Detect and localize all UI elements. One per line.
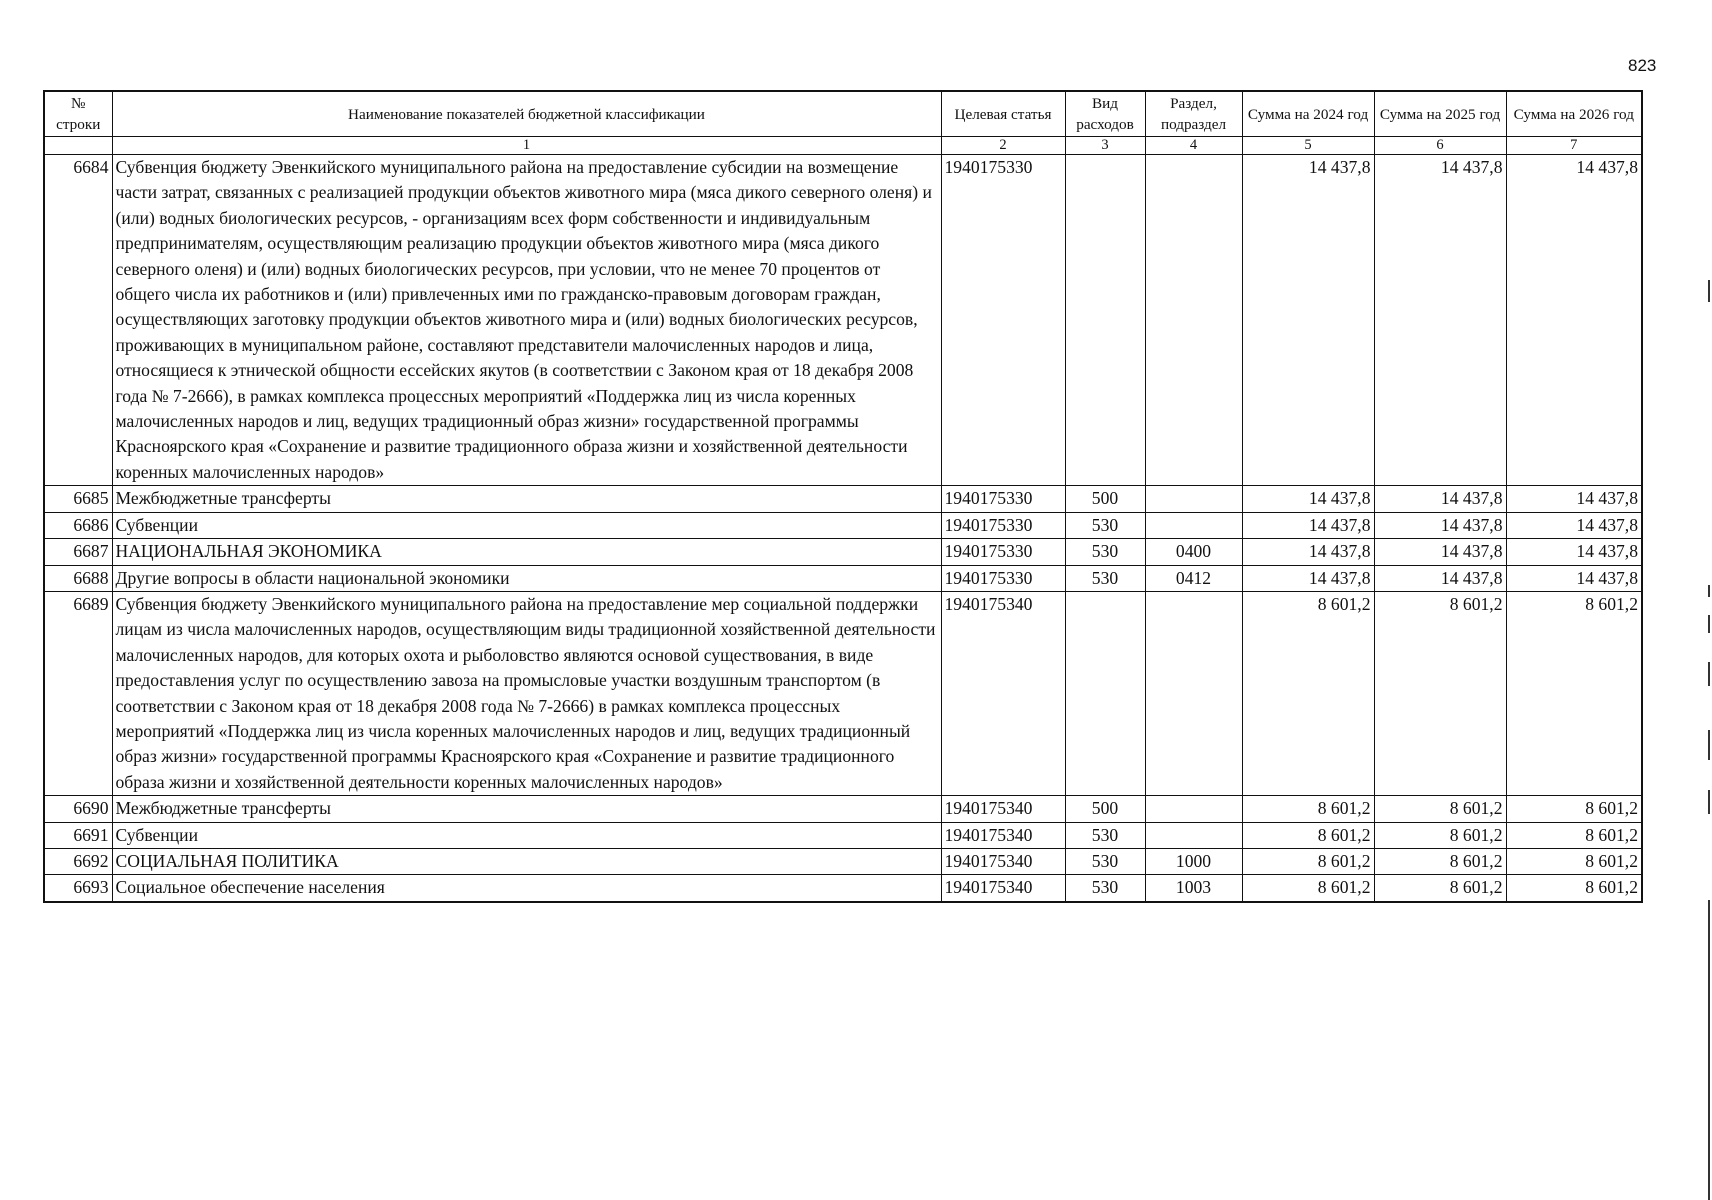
scan-edge-mark bbox=[1708, 790, 1710, 814]
column-numbers-row bbox=[44, 137, 1642, 155]
section-code bbox=[1145, 512, 1242, 538]
expense-type: 500 bbox=[1065, 486, 1145, 512]
scan-edge-mark bbox=[1708, 662, 1710, 686]
section-code bbox=[1145, 822, 1242, 848]
sum-2026: 14 437,8 bbox=[1506, 565, 1642, 591]
table-body bbox=[44, 155, 1642, 902]
sum-2025: 14 437,8 bbox=[1374, 155, 1506, 486]
scan-edge-mark bbox=[1708, 585, 1710, 597]
section-code bbox=[1145, 155, 1242, 486]
table-row bbox=[44, 796, 1642, 822]
column-number: 3 bbox=[1065, 137, 1145, 155]
target-article: 1940175340 bbox=[941, 591, 1065, 795]
sum-2026: 8 601,2 bbox=[1506, 875, 1642, 902]
indicator-name: Субвенция бюджету Эвенкийского муниципального района на предоставление мер социальной поддержки лицам из числа малочисленных народов, осуществляющим виды традиционной хозяйственной деятельности малочисленных народов, для которых охота и рыболовство являются основой существования, в виде предоставления услуг по осуществлению завоза на промысловые участки воздушным транспортом (в соответствии с Законом края от 18 декабря 2008 года № 7-2666) в рамках комплекса процессных мероприятий «Поддержка лиц из числа коренных малочисленных народов и лиц, ведущих традиционный образ жизни» государственной программы Красноярского края «Сохранение и развитие традиционного образа жизни и хозяйственной деятельности коренных малочисленных народов» bbox=[112, 591, 941, 795]
column-number: 4 bbox=[1145, 137, 1242, 155]
header-row bbox=[44, 91, 1642, 137]
row-number: 6684 bbox=[44, 155, 112, 486]
expense-type bbox=[1065, 155, 1145, 486]
indicator-name: Межбюджетные трансферты bbox=[112, 486, 941, 512]
header-name: Наименование показателей бюджетной классификации bbox=[112, 91, 941, 137]
expense-type: 530 bbox=[1065, 875, 1145, 902]
section-code: 1000 bbox=[1145, 848, 1242, 874]
row-number: 6691 bbox=[44, 822, 112, 848]
expense-type: 530 bbox=[1065, 539, 1145, 565]
target-article: 1940175340 bbox=[941, 875, 1065, 902]
sum-2026: 8 601,2 bbox=[1506, 822, 1642, 848]
target-article: 1940175330 bbox=[941, 486, 1065, 512]
indicator-name: Субвенции bbox=[112, 822, 941, 848]
sum-2024: 14 437,8 bbox=[1242, 155, 1374, 486]
section-code bbox=[1145, 796, 1242, 822]
scan-edge-mark bbox=[1708, 615, 1710, 633]
expense-type: 530 bbox=[1065, 565, 1145, 591]
scan-edge-mark bbox=[1708, 730, 1710, 760]
section-code bbox=[1145, 486, 1242, 512]
indicator-name: Субвенции bbox=[112, 512, 941, 538]
column-number: 2 bbox=[941, 137, 1065, 155]
target-article: 1940175340 bbox=[941, 822, 1065, 848]
indicator-name: Субвенция бюджету Эвенкийского муниципального района на предоставление субсидии на возмещение части затрат, связанных с реализацией продукции объектов животного мира (мяса дикого северного оленя) и (или) водных биологических ресурсов, - организациям всех форм собственности и индивидуальным предпринимателям, осуществляющим реализацию продукции объектов животного мира (мяса дикого северного оленя) и (или) водных биологических ресурсов, при условии, что не менее 70 процентов от общего числа их работников и (или) привлеченных ими по гражданско-правовым договорам граждан, осуществляющих заготовку продукции объектов животного мира и (или) водных биологических ресурсов, проживающих в муниципальном районе, составляют представители малочисленных народов и лица, относящиеся к этнической общности ессейских якутов (в соответствии с Законом края от 18 декабря 2008 года № 7-2666), в рамках комплекса процессных мероприятий «Поддержка лиц из числа коренных малочисленных народов и лиц, ведущих традиционный образ жизни» государственной программы Красноярского края «Сохранение и развитие традиционного образа жизни и хозяйственной деятельности коренных малочисленных народов» bbox=[112, 155, 941, 486]
sum-2024: 8 601,2 bbox=[1242, 796, 1374, 822]
sum-2025: 8 601,2 bbox=[1374, 822, 1506, 848]
target-article: 1940175330 bbox=[941, 539, 1065, 565]
sum-2024: 8 601,2 bbox=[1242, 591, 1374, 795]
row-number: 6690 bbox=[44, 796, 112, 822]
column-number bbox=[44, 137, 112, 155]
table-row bbox=[44, 565, 1642, 591]
row-number: 6688 bbox=[44, 565, 112, 591]
sum-2024: 14 437,8 bbox=[1242, 512, 1374, 538]
indicator-name: Другие вопросы в области национальной экономики bbox=[112, 565, 941, 591]
expense-type: 530 bbox=[1065, 512, 1145, 538]
column-number: 7 bbox=[1506, 137, 1642, 155]
sum-2024: 8 601,2 bbox=[1242, 822, 1374, 848]
sum-2024: 14 437,8 bbox=[1242, 486, 1374, 512]
sum-2025: 14 437,8 bbox=[1374, 539, 1506, 565]
sum-2025: 14 437,8 bbox=[1374, 565, 1506, 591]
table-row bbox=[44, 848, 1642, 874]
row-number: 6689 bbox=[44, 591, 112, 795]
sum-2025: 8 601,2 bbox=[1374, 875, 1506, 902]
row-number: 6692 bbox=[44, 848, 112, 874]
target-article: 1940175340 bbox=[941, 796, 1065, 822]
row-number: 6687 bbox=[44, 539, 112, 565]
table-row bbox=[44, 591, 1642, 795]
table-row bbox=[44, 155, 1642, 486]
target-article: 1940175330 bbox=[941, 155, 1065, 486]
sum-2026: 14 437,8 bbox=[1506, 512, 1642, 538]
indicator-name: Межбюджетные трансферты bbox=[112, 796, 941, 822]
budget-table bbox=[43, 90, 1643, 903]
sum-2025: 14 437,8 bbox=[1374, 486, 1506, 512]
table-row bbox=[44, 539, 1642, 565]
sum-2024: 8 601,2 bbox=[1242, 875, 1374, 902]
sum-2026: 8 601,2 bbox=[1506, 591, 1642, 795]
expense-type: 530 bbox=[1065, 848, 1145, 874]
table-row bbox=[44, 822, 1642, 848]
header-sum-2025: Сумма на 2025 год bbox=[1374, 91, 1506, 137]
row-number: 6685 bbox=[44, 486, 112, 512]
table-row bbox=[44, 875, 1642, 902]
sum-2024: 14 437,8 bbox=[1242, 565, 1374, 591]
row-number: 6686 bbox=[44, 512, 112, 538]
sum-2026: 8 601,2 bbox=[1506, 796, 1642, 822]
section-code bbox=[1145, 591, 1242, 795]
column-number: 5 bbox=[1242, 137, 1374, 155]
sum-2025: 8 601,2 bbox=[1374, 796, 1506, 822]
scan-edge-mark bbox=[1708, 280, 1710, 302]
header-target: Целевая статья bbox=[941, 91, 1065, 137]
scan-edge-mark bbox=[1708, 900, 1710, 1200]
sum-2025: 8 601,2 bbox=[1374, 848, 1506, 874]
target-article: 1940175330 bbox=[941, 565, 1065, 591]
table-row bbox=[44, 486, 1642, 512]
section-code: 0400 bbox=[1145, 539, 1242, 565]
expense-type: 530 bbox=[1065, 822, 1145, 848]
header-row-no: № строки bbox=[44, 91, 112, 137]
column-number: 6 bbox=[1374, 137, 1506, 155]
expense-type bbox=[1065, 591, 1145, 795]
indicator-name: СОЦИАЛЬНАЯ ПОЛИТИКА bbox=[112, 848, 941, 874]
header-expense-type: Вид расходов bbox=[1065, 91, 1145, 137]
header-sum-2026: Сумма на 2026 год bbox=[1506, 91, 1642, 137]
header-section: Раздел, подраздел bbox=[1145, 91, 1242, 137]
target-article: 1940175340 bbox=[941, 848, 1065, 874]
section-code: 0412 bbox=[1145, 565, 1242, 591]
sum-2025: 14 437,8 bbox=[1374, 512, 1506, 538]
page-number: 823 bbox=[1628, 56, 1657, 75]
expense-type: 500 bbox=[1065, 796, 1145, 822]
header-sum-2024: Сумма на 2024 год bbox=[1242, 91, 1374, 137]
row-number: 6693 bbox=[44, 875, 112, 902]
sum-2026: 14 437,8 bbox=[1506, 539, 1642, 565]
sum-2025: 8 601,2 bbox=[1374, 591, 1506, 795]
sum-2026: 8 601,2 bbox=[1506, 848, 1642, 874]
sum-2024: 14 437,8 bbox=[1242, 539, 1374, 565]
section-code: 1003 bbox=[1145, 875, 1242, 902]
indicator-name: НАЦИОНАЛЬНАЯ ЭКОНОМИКА bbox=[112, 539, 941, 565]
sum-2026: 14 437,8 bbox=[1506, 486, 1642, 512]
indicator-name: Социальное обеспечение населения bbox=[112, 875, 941, 902]
target-article: 1940175330 bbox=[941, 512, 1065, 538]
column-number: 1 bbox=[112, 137, 941, 155]
sum-2024: 8 601,2 bbox=[1242, 848, 1374, 874]
table-row bbox=[44, 512, 1642, 538]
sum-2026: 14 437,8 bbox=[1506, 155, 1642, 486]
